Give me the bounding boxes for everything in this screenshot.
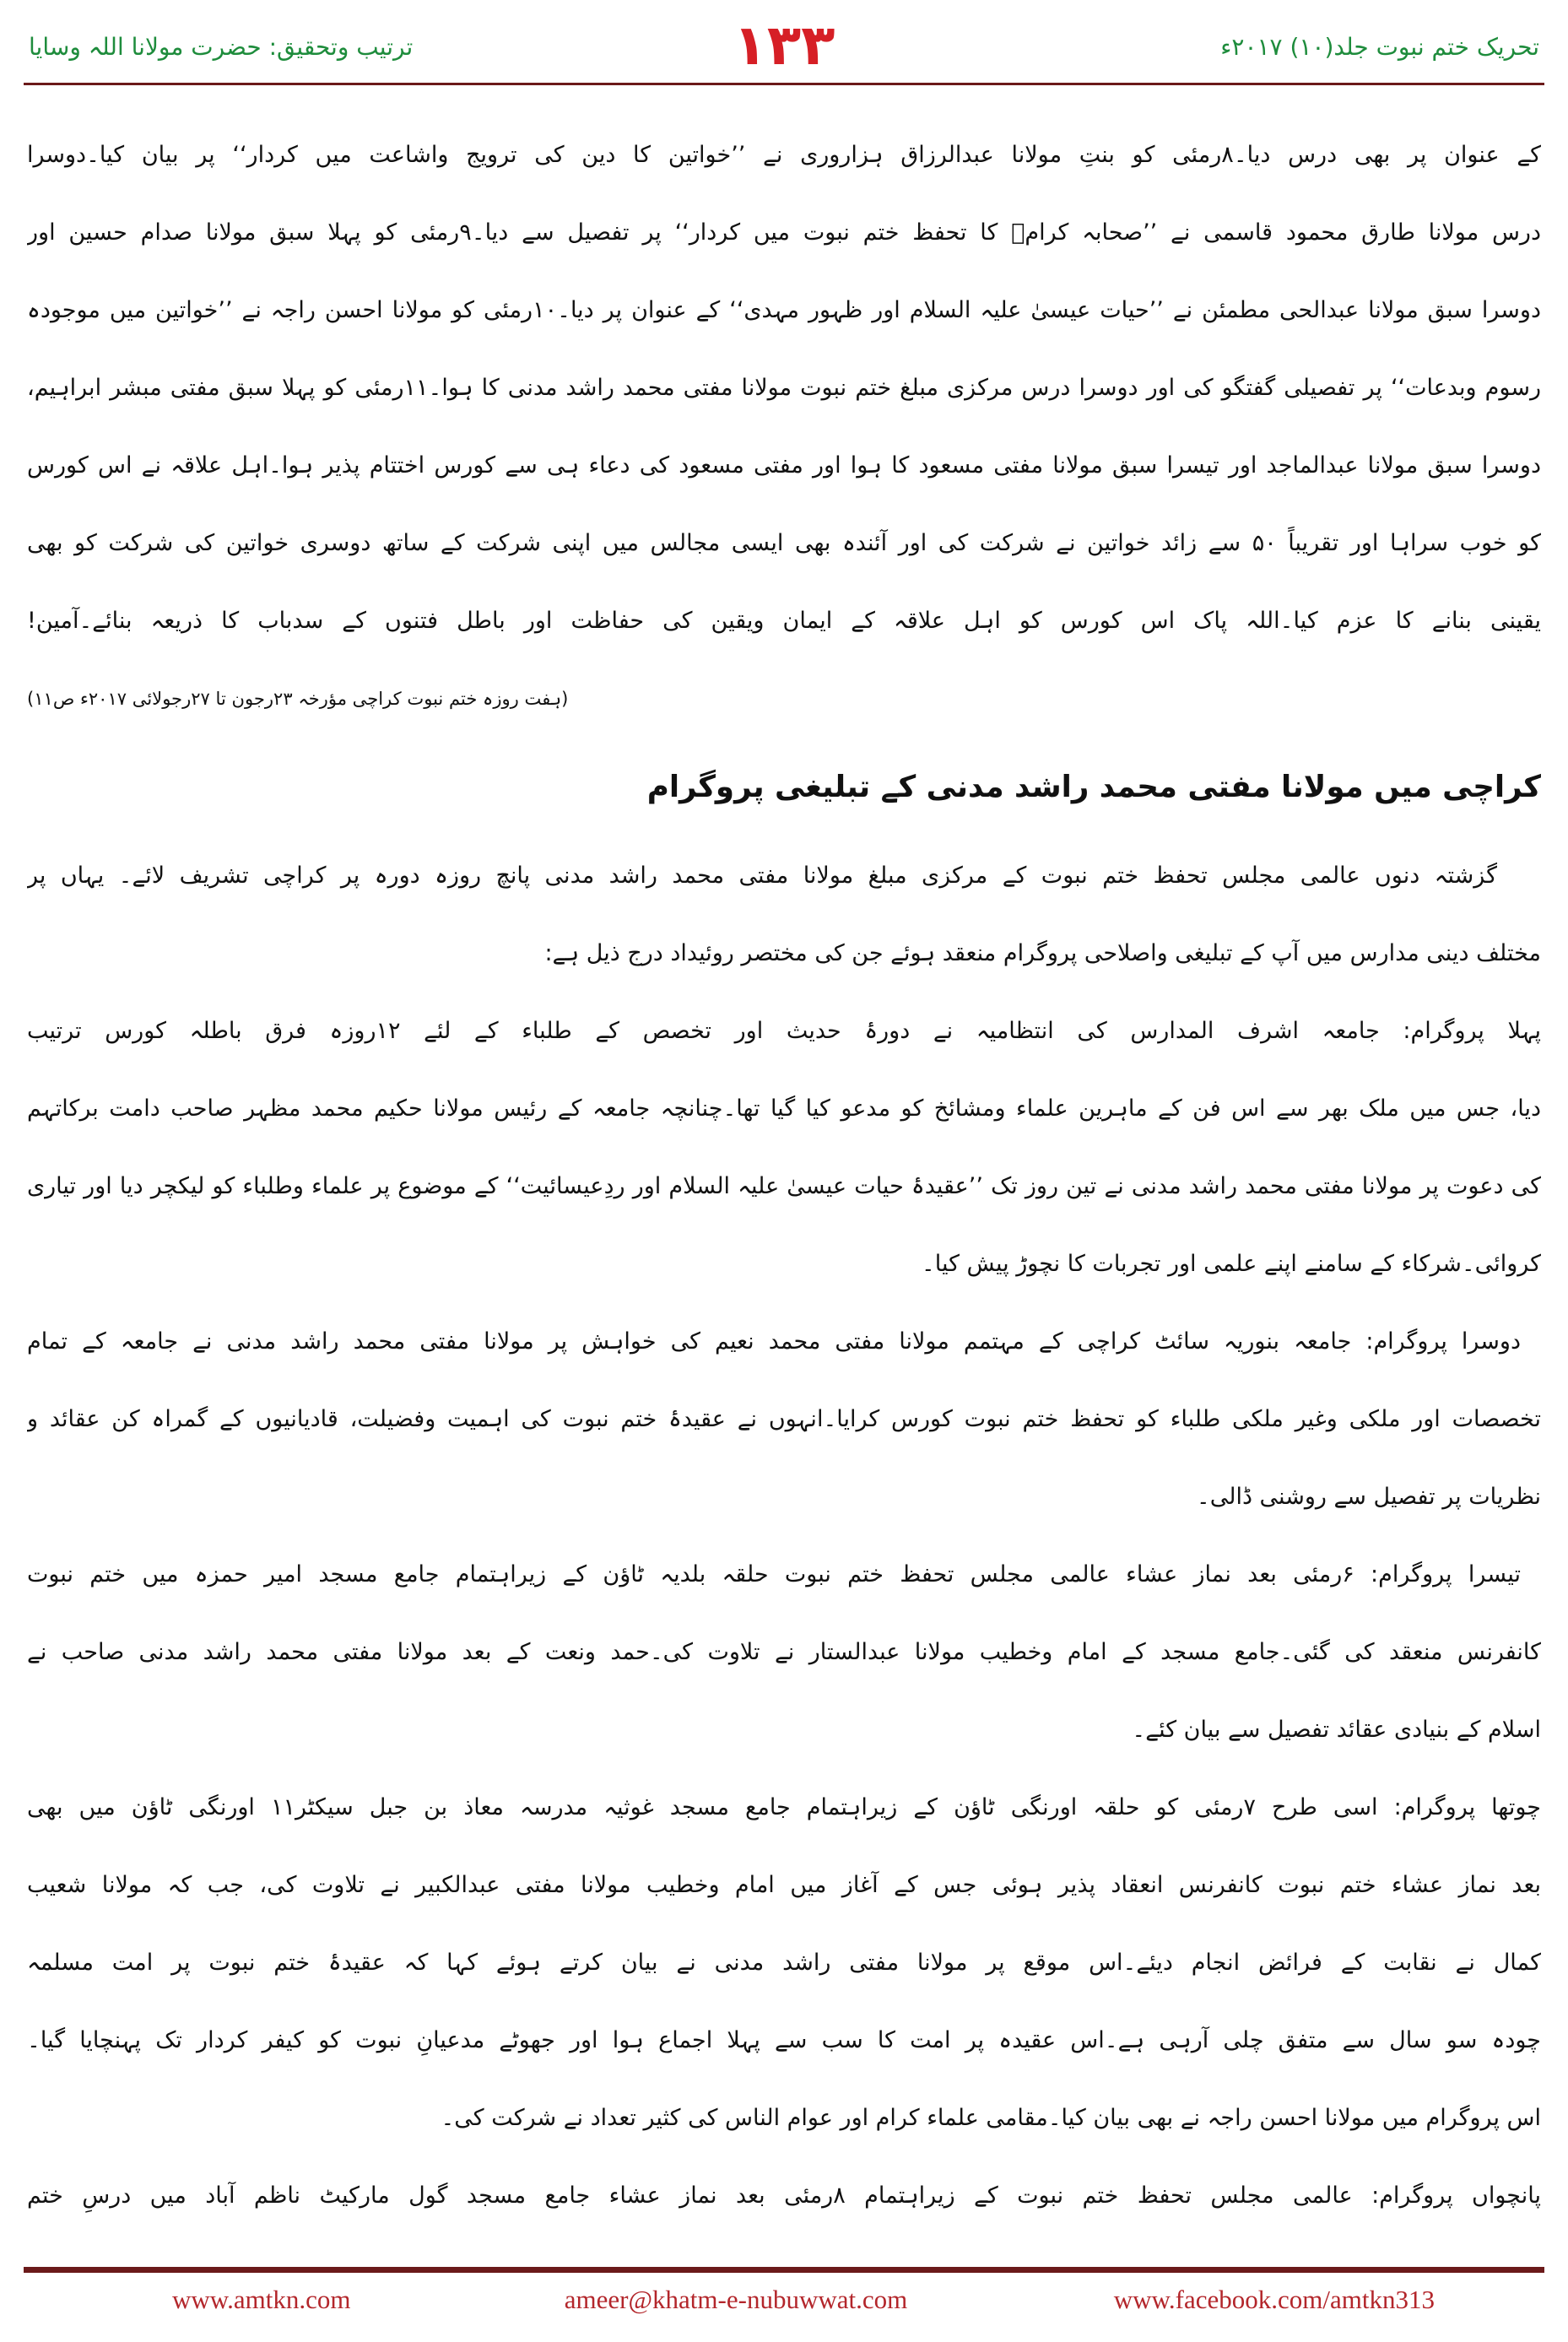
text-line: نظریات پر تفصیل سے روشنی ڈالی۔	[1196, 1484, 1541, 1510]
program-2-paragraph	[27, 1303, 1541, 1536]
running-title: تحریک ختم نبوت جلد(۱۰) ۲۰۱۷ء	[1220, 33, 1539, 61]
continued-paragraph	[27, 116, 1541, 660]
text-line: کروائی۔شرکاء کے سامنے اپنے علمی اور تجربات کا نچوڑ پیش کیا۔	[921, 1251, 1541, 1277]
text-line: یقینی بنانے کا عزم کیا۔اللہ پاک اس کورس کو اہل علاقہ کے ایمان ویقین کی حفاظت اور باطل فتنوں کے سدباب کا ذریعہ بنائے۔آمین!	[27, 608, 1541, 634]
section-heading: کراچی میں مولانا مفتی محمد راشد مدنی کے تبلیغی پروگرام	[646, 770, 1541, 804]
text-line: رسوم وبدعات‘‘ پر تفصیلی گفتگو کی اور دوسرا درس مرکزی مبلغ ختم نبوت مولانا مفتی محمد راشد مدنی کا ہوا۔۱۱رمئی کو پہلا سبق مفتی مبشر ابراہیم،	[27, 375, 1541, 401]
page-number: ۱۳۳	[733, 13, 835, 78]
program-4-paragraph	[27, 1769, 1541, 2157]
text-line: چودہ سو سال سے متفق چلی آرہی ہے۔اس عقیدہ پر امت کا سب سے پہلا اجماع ہوا اور جھوٹے مدعیانِ نبوت کو کیفر کردار تک پہنچایا گیا۔	[27, 2027, 1541, 2053]
text-line: کمال نے نقابت کے فرائض انجام دیئے۔اس موقع پر مولانا مفتی راشد مدنی نے بیان کرتے ہوئے کہا کہ عقیدۂ ختم نبوت پر امت مسلمہ	[27, 1950, 1541, 1976]
text-line: کانفرنس منعقد کی گئی۔جامع مسجد کے امام وخطیب مولانا عبدالستار نے تلاوت کی۔حمد ونعت کے بعد مولانا مفتی محمد راشد مدنی صاحب نے	[27, 1639, 1541, 1665]
footer-website: www.amtkn.com	[172, 2285, 351, 2314]
text-line: گزشتہ دنوں عالمی مجلس تحفظ ختم نبوت کے مرکزی مبلغ مولانا مفتی محمد راشد مدنی پانچ روزہ دورہ پر کراچی تشریف لائے۔ یہاں پر	[27, 863, 1497, 889]
footer-email: ameer@khatm-e-nubuwwat.com	[564, 2285, 908, 2314]
program-5-paragraph	[27, 2157, 1541, 2235]
text-line: چوتھا پروگرام: اسی طرح ۷رمئی کو حلقہ اورنگی ٹاؤن کے زیراہتمام جامع مسجد غوثیہ مدرسہ معاذ بن جبل سیکٹر۱۱ اورنگی ٹاؤن میں بھی	[27, 1794, 1541, 1820]
text-line: کو خوب سراہا اور تقریباً ۵۰ سے زائد خواتین نے شرکت کی اور آئندہ بھی ایسی مجالس میں اپنی شرکت کے ساتھ دوسری خواتین کی شرکت کو بھی	[27, 530, 1541, 556]
text-line: درس مولانا طارق محمود قاسمی نے ’’صحابہ کرامؓ کا تحفظ ختم نبوت میں کردار‘‘ پر تفصیل سے دیا۔۹رمئی کو پہلا سبق مولانا صدام حسین اور	[27, 219, 1541, 246]
text-line: بعد نماز عشاء ختم نبوت کانفرنس انعقاد پذیر ہوئی جس کے آغاز میں امام وخطیب مولانا مفتی عبدالکبیر نے تلاوت کی، جب کہ مولانا شعیب	[27, 1872, 1541, 1898]
page-body	[27, 116, 1541, 2235]
program-3-paragraph	[27, 1536, 1541, 1769]
page-footer	[0, 2279, 1568, 2321]
program-1-paragraph	[27, 993, 1541, 1303]
text-line: پانچواں پروگرام: عالمی مجلس تحفظ ختم نبوت کے زیراہتمام ۸رمئی بعد نماز عشاء جامع مسجد گول مارکیٹ ناظم آباد میں درسِ ختم	[27, 2182, 1541, 2209]
text-line: تخصصات اور ملکی وغیر ملکی طلباء کو تحفظ ختم نبوت کورس کرایا۔انہوں نے عقیدۂ ختم نبوت کی اہمیت وفضیلت، قادیانیوں کے گمراہ کن عقائد و	[27, 1406, 1541, 1432]
source-citation: (ہفت روزہ ختم نبوت کراچی مؤرخہ ۲۳رجون تا ۲۷رجولائی ۲۰۱۷ء ص۱۱)	[27, 688, 569, 709]
footer-rule	[24, 2267, 1544, 2273]
footer-facebook: www.facebook.com/amtkn313	[1113, 2285, 1435, 2314]
text-line: کی دعوت پر مولانا مفتی محمد راشد مدنی نے تین روز تک ’’عقیدۂ حیات عیسیٰ علیہ السلام اور ردِعیسائیت‘‘ کے موضوع پر علماء وطلباء کو لیکچر دیا اور تیاری	[27, 1173, 1541, 1199]
text-line: دوسرا پروگرام: جامعہ بنوریہ سائٹ کراچی کے مہتمم مولانا مفتی محمد نعیم کی خواہش پر مولانا مفتی محمد راشد مدنی نے جامعہ کے تمام	[27, 1328, 1521, 1355]
compiler-credit: ترتیب وتحقیق: حضرت مولانا اللہ وسایا	[29, 33, 414, 61]
text-line: اسلام کے بنیادی عقائد تفصیل سے بیان کئے۔	[1132, 1717, 1541, 1743]
text-line: دیا، جس میں ملک بھر سے اس فن کے ماہرین علماء ومشائخ کو مدعو کیا گیا تھا۔چنانچہ جامعہ کے رئیس مولانا حکیم محمد مظہر صاحب دامت برکاتہم	[27, 1095, 1541, 1122]
text-line: کے عنوان پر بھی درس دیا۔۸رمئی کو بنتِ مولانا عبدالرزاق ہزاروری نے ’’خواتین کا دین کی ترویج واشاعت میں کردار‘‘ پر بیان کیا۔دوسرا	[27, 142, 1541, 168]
text-line: پہلا پروگرام: جامعہ اشرف المدارس کی انتظامیہ نے دورۂ حدیث اور تخصص کے طلباء کے لئے ۱۲روزہ فرق باطلہ کورس ترتیب	[27, 1018, 1541, 1044]
header-rule	[24, 83, 1544, 85]
text-line: دوسرا سبق مولانا عبدالماجد اور تیسرا سبق مولانا مفتی مسعود کا ہوا اور مفتی مسعود کی دعاء ہی سے کورس اختتام پذیر ہوا۔اہل علاقہ نے اس کورس	[27, 452, 1541, 479]
text-line: اس پروگرام میں مولانا احسن راجہ نے بھی بیان کیا۔مقامی علماء کرام اور عوام الناس کی کثیر تعداد نے شرکت کی۔	[441, 2105, 1541, 2131]
text-line: تیسرا پروگرام: ۶رمئی بعد نماز عشاء عالمی مجلس تحفظ ختم نبوت حلقہ بلدیہ ٹاؤن کے زیراہتمام جامع مسجد امیر حمزہ میں ختم نبوت	[27, 1561, 1521, 1587]
text-line: دوسرا سبق مولانا عبدالحی مطمئن نے ’’حیات عیسیٰ علیہ السلام اور ظہور مہدی‘‘ کے عنوان پر دیا۔۱۰رمئی کو مولانا احسن راجہ نے ’’خواتین میں موجودہ	[27, 297, 1541, 323]
text-line: مختلف دینی مدارس میں آپ کے تبلیغی واصلاحی پروگرام منعقد ہوئے جن کی مختصر روئیداد درج ذیل ہے:	[544, 940, 1541, 966]
intro-paragraph	[27, 837, 1541, 993]
page-header	[29, 13, 1539, 78]
